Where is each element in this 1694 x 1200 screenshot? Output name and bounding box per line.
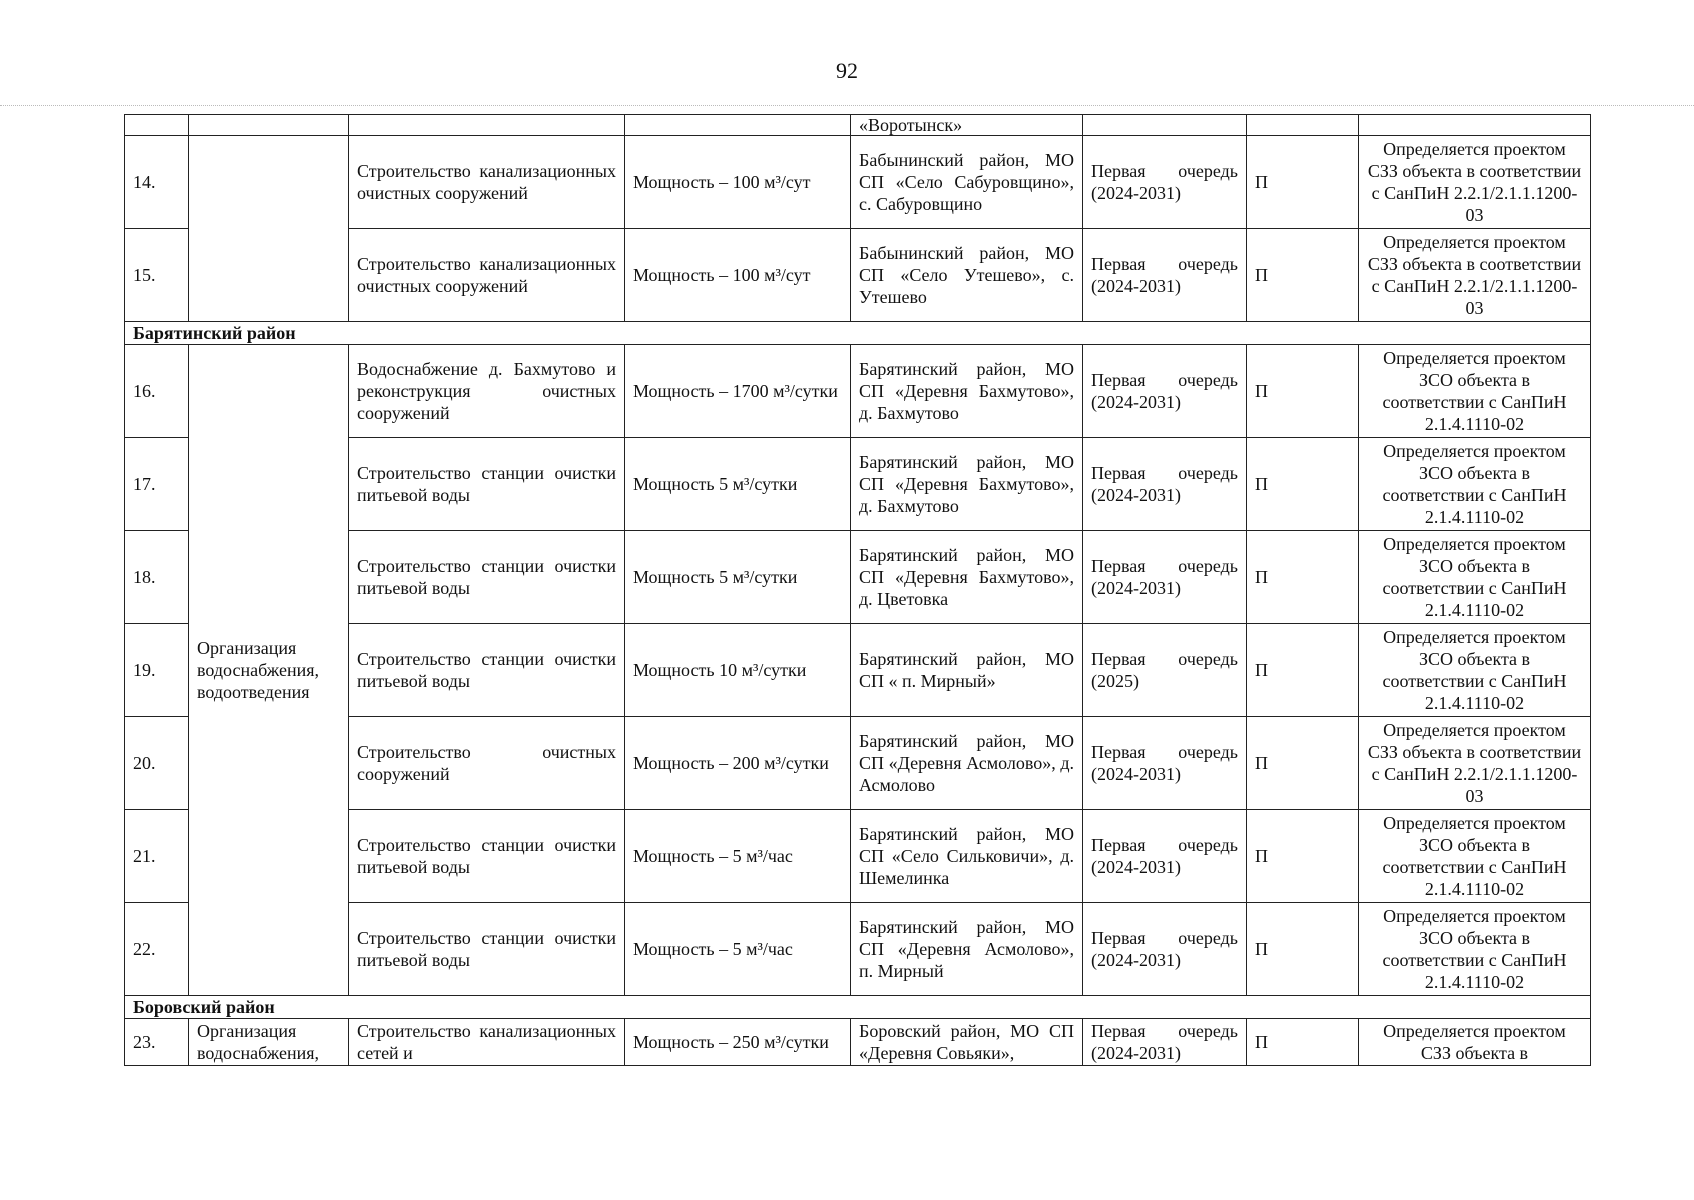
row-number: 15. xyxy=(125,229,189,322)
cell-power: Мощность – 100 м³/сут xyxy=(625,136,851,229)
cell-stage: Первая очередь (2024-2031) xyxy=(1083,345,1247,438)
cell-type xyxy=(1247,115,1359,136)
page-number: 92 xyxy=(836,58,858,83)
cell-category xyxy=(189,136,349,322)
cell-category xyxy=(189,115,349,136)
cell-type: П xyxy=(1247,345,1359,438)
cell-power: Мощность 5 м³/сутки xyxy=(625,438,851,531)
cell-location: Барятинский район, МО СП «Деревня Бахмутово», д. Цветовка xyxy=(851,531,1083,624)
cell-stage: Первая очередь (2024-2031) xyxy=(1083,438,1247,531)
cell-zone: Определяется проектом СЗЗ объекта в соответствии с СанПиН 2.2.1/2.1.1.1200-03 xyxy=(1359,136,1591,229)
cell-zone: Определяется проектом ЗСО объекта в соответствии с СанПиН 2.1.4.1110-02 xyxy=(1359,624,1591,717)
cell-stage: Первая очередь (2024-2031) xyxy=(1083,903,1247,996)
cell-location: Барятинский район, МО СП «Деревня Бахмутово», д. Бахмутово xyxy=(851,438,1083,531)
cell-work: Строительство канализационных очистных сооружений xyxy=(349,136,625,229)
row-number: 18. xyxy=(125,531,189,624)
cell-zone: Определяется проектом ЗСО объекта в соответствии с СанПиН 2.1.4.1110-02 xyxy=(1359,438,1591,531)
row-number: 22. xyxy=(125,903,189,996)
cell-type: П xyxy=(1247,717,1359,810)
cell-location: Барятинский район, МО СП «Деревня Бахмутово», д. Бахмутово xyxy=(851,345,1083,438)
cell-location: Бабынинский район, МО СП «Село Сабуровщино», с. Сабуровщино xyxy=(851,136,1083,229)
cell-power: Мощность 10 м³/сутки xyxy=(625,624,851,717)
cell-type: П xyxy=(1247,136,1359,229)
cell-type: П xyxy=(1247,531,1359,624)
cell-power: Мощность – 250 м³/сутки xyxy=(625,1019,851,1066)
cell-zone: Определяется проектом СЗЗ объекта в соответствии с СанПиН 2.2.1/2.1.1.1200-03 xyxy=(1359,229,1591,322)
cell-type: П xyxy=(1247,229,1359,322)
cell-work: Строительство станции очистки питьевой воды xyxy=(349,531,625,624)
row-number: 23. xyxy=(125,1019,189,1066)
cell-type: П xyxy=(1247,903,1359,996)
cell-zone: Определяется проектом ЗСО объекта в соответствии с СанПиН 2.1.4.1110-02 xyxy=(1359,810,1591,903)
cell-work: Строительство станции очистки питьевой воды xyxy=(349,624,625,717)
cell-location: Барятинский район, МО СП «Село Сильковичи», д. Шемелинка xyxy=(851,810,1083,903)
section-header-row xyxy=(125,996,1591,1019)
row-number: 17. xyxy=(125,438,189,531)
cell-work: Строительство канализационных очистных сооружений xyxy=(349,229,625,322)
cell-work: Водоснабжение д. Бахмутово и реконструкция очистных сооружений xyxy=(349,345,625,438)
row-number: 20. xyxy=(125,717,189,810)
cell-type: П xyxy=(1247,1019,1359,1066)
cell-zone: Определяется проектом ЗСО объекта в соответствии с СанПиН 2.1.4.1110-02 xyxy=(1359,903,1591,996)
cell-num xyxy=(125,115,189,136)
cell-stage: Первая очередь (2024-2031) xyxy=(1083,229,1247,322)
cell-work: Строительство станции очистки питьевой воды xyxy=(349,810,625,903)
cell-power: Мощность – 100 м³/сут xyxy=(625,229,851,322)
cell-location: Бабынинский район, МО СП «Село Утешево», с. Утешево xyxy=(851,229,1083,322)
row-number: 21. xyxy=(125,810,189,903)
cell-power: Мощность – 1700 м³/сутки xyxy=(625,345,851,438)
cell-type: П xyxy=(1247,624,1359,717)
cell-stage: Первая очередь (2024-2031) xyxy=(1083,531,1247,624)
cell-power: Мощность – 5 м³/час xyxy=(625,903,851,996)
cell-zone: Определяется проектом ЗСО объекта в соответствии с СанПиН 2.1.4.1110-02 xyxy=(1359,531,1591,624)
cell-type: П xyxy=(1247,810,1359,903)
cell-zone: Определяется проектом ЗСО объекта в соответствии с СанПиН 2.1.4.1110-02 xyxy=(1359,345,1591,438)
row-number: 19. xyxy=(125,624,189,717)
table-row xyxy=(125,1019,1591,1066)
cell-zone: Определяется проектом СЗЗ объекта в соответствии с СанПиН 2.2.1/2.1.1.1200-03 xyxy=(1359,717,1591,810)
cell-work: Строительство станции очистки питьевой воды xyxy=(349,438,625,531)
cell-location: Боровский район, МО СП «Деревня Совьяки», xyxy=(851,1019,1083,1066)
cell-location: Барятинский район, МО СП «Деревня Асмолово», д. Асмолово xyxy=(851,717,1083,810)
cell-type: П xyxy=(1247,438,1359,531)
section-title: Барятинский район xyxy=(125,322,1591,345)
cell-location: Барятинский район, МО СП « п. Мирный» xyxy=(851,624,1083,717)
section-title: Боровский район xyxy=(125,996,1591,1019)
cell-stage: Первая очередь (2024-2031) xyxy=(1083,810,1247,903)
cell-stage: Первая очередь (2024-2031) xyxy=(1083,1019,1247,1066)
cell-power: Мощность 5 м³/сутки xyxy=(625,531,851,624)
cell-power xyxy=(625,115,851,136)
cell-stage: Первая очередь (2024-2031) xyxy=(1083,717,1247,810)
cell-location: «Воротынск» xyxy=(851,115,1083,136)
table-row xyxy=(125,136,1591,229)
cell-work: Строительство очистных сооружений xyxy=(349,717,625,810)
cell-work: Строительство канализационных сетей и xyxy=(349,1019,625,1066)
cell-stage xyxy=(1083,115,1247,136)
cell-zone xyxy=(1359,115,1591,136)
cell-location: Барятинский район, МО СП «Деревня Асмолово», п. Мирный xyxy=(851,903,1083,996)
section-header-row xyxy=(125,322,1591,345)
cell-power: Мощность – 5 м³/час xyxy=(625,810,851,903)
facilities-table xyxy=(124,114,1591,1066)
table-row xyxy=(125,345,1591,438)
cell-work: Строительство станции очистки питьевой воды xyxy=(349,903,625,996)
cell-category: Организация водоснабжения, xyxy=(189,1019,349,1066)
row-number: 16. xyxy=(125,345,189,438)
cell-zone: Определяется проектом СЗЗ объекта в xyxy=(1359,1019,1591,1066)
cell-work xyxy=(349,115,625,136)
scan-artifact-line xyxy=(0,105,1694,106)
cell-stage: Первая очередь (2024-2031) xyxy=(1083,136,1247,229)
cell-category: Организация водоснабжения, водоотведения xyxy=(189,345,349,996)
cell-stage: Первая очередь (2025) xyxy=(1083,624,1247,717)
row-number: 14. xyxy=(125,136,189,229)
continuation-row xyxy=(125,115,1591,136)
cell-power: Мощность – 200 м³/сутки xyxy=(625,717,851,810)
